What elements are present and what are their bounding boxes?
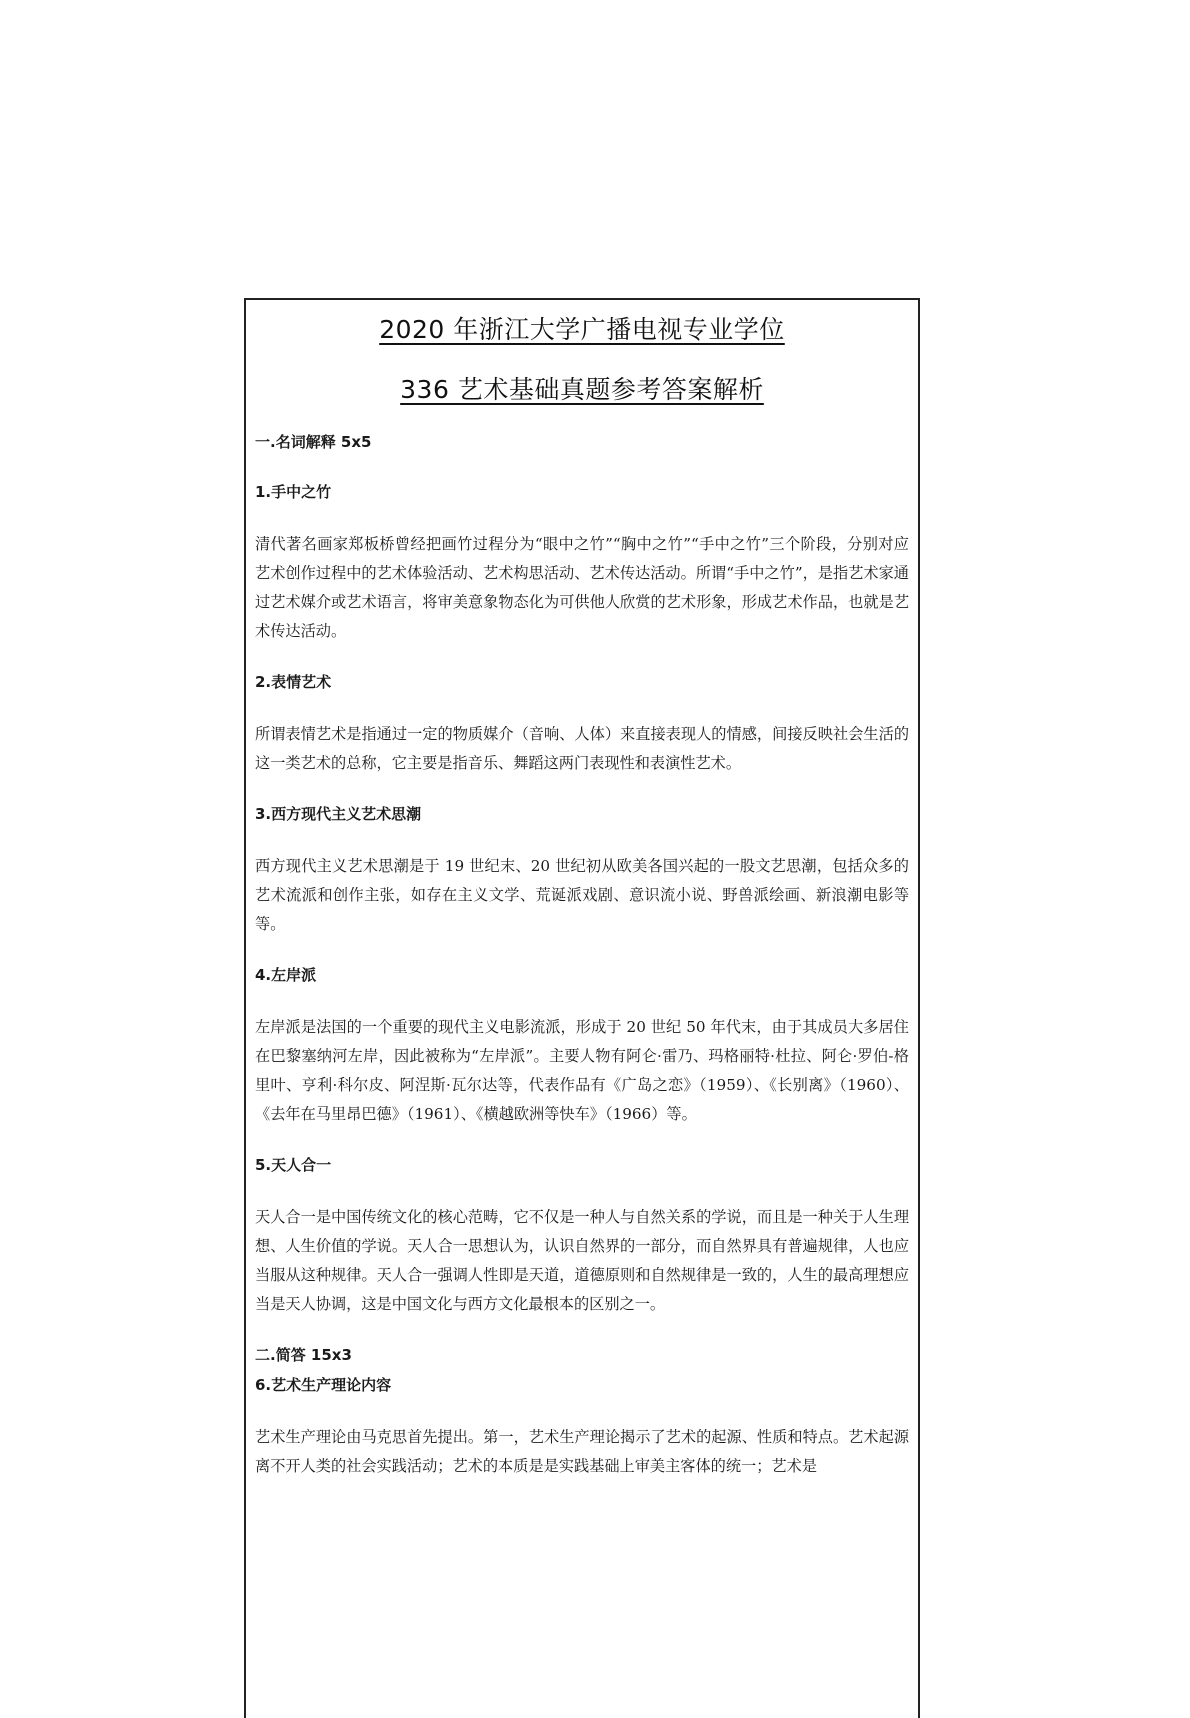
- document-frame: [244, 298, 920, 1718]
- document-title: [246, 310, 918, 430]
- question-heading-2: 2.表情艺术: [255, 673, 332, 691]
- title-line-2: 336 艺术基础真题参考答案解析: [400, 375, 764, 404]
- answer-paragraph-1: 清代著名画家郑板桥曾经把画竹过程分为“眼中之竹”“胸中之竹”“手中之竹”三个阶段，分别对应艺术创作过程中的艺术体验活动、艺术构思活动、艺术传达活动。所谓“手中之竹”，是指艺术家通过艺术媒介或艺术语言，将审美意象物态化为可供他人欣赏的艺术形象，形成艺术作品，也就是艺术传达活动。: [255, 535, 909, 640]
- question-heading-5: 5.天人合一: [255, 1156, 332, 1174]
- section-heading-terms: 一.名词解释 5x5: [255, 433, 372, 451]
- title-line-1: 2020 年浙江大学广播电视专业学位: [379, 315, 785, 344]
- question-heading-6: 6.艺术生产理论内容: [255, 1376, 392, 1394]
- answer-paragraph-6: 艺术生产理论由马克思首先提出。第一，艺术生产理论揭示了艺术的起源、性质和特点。艺术起源离不开人类的社会实践活动；艺术的本质是是实践基础上审美主客体的统一；艺术是: [255, 1428, 909, 1475]
- answer-paragraph-2: 所谓表情艺术是指通过一定的物质媒介（音响、人体）来直接表现人的情感，间接反映社会生活的这一类艺术的总称，它主要是指音乐、舞蹈这两门表现性和表演性艺术。: [255, 725, 909, 772]
- question-heading-3: 3.西方现代主义艺术思潮: [255, 805, 422, 823]
- answer-paragraph-3: 西方现代主义艺术思潮是于 19 世纪末、20 世纪初从欧美各国兴起的一股文艺思潮，包括众多的艺术流派和创作主张，如存在主义文学、荒诞派戏剧、意识流小说、野兽派绘画、新浪潮电影等等。: [255, 857, 909, 933]
- answer-paragraph-5: 天人合一是中国传统文化的核心范畴，它不仅是一种人与自然关系的学说，而且是一种关于人生理想、人生价值的学说。天人合一思想认为，认识自然界的一部分，而自然界具有普遍规律，人也应当服从这种规律。天人合一强调人性即是天道，道德原则和自然规律是一致的，人生的最高理想应当是天人协调，这是中国文化与西方文化最根本的区别之一。: [255, 1208, 909, 1313]
- question-heading-1: 1.手中之竹: [255, 483, 332, 501]
- document-body: [255, 430, 909, 1481]
- question-heading-4: 4.左岸派: [255, 966, 317, 984]
- answer-paragraph-4: 左岸派是法国的一个重要的现代主义电影流派，形成于 20 世纪 50 年代末，由于其成员大多居住在巴黎塞纳河左岸，因此被称为“左岸派”。主要人物有阿仑·雷乃、玛格丽特·杜拉、阿仑·罗伯-格里叶、亨利·科尔皮、阿涅斯·瓦尔达等，代表作品有《广岛之恋》（1959）、《长别离》（1960）、《去年在马里昂巴德》（1961）、《横越欧洲等快车》（1966）等。: [255, 1018, 909, 1123]
- section-heading-short-answer: 二.简答 15x3: [255, 1346, 352, 1364]
